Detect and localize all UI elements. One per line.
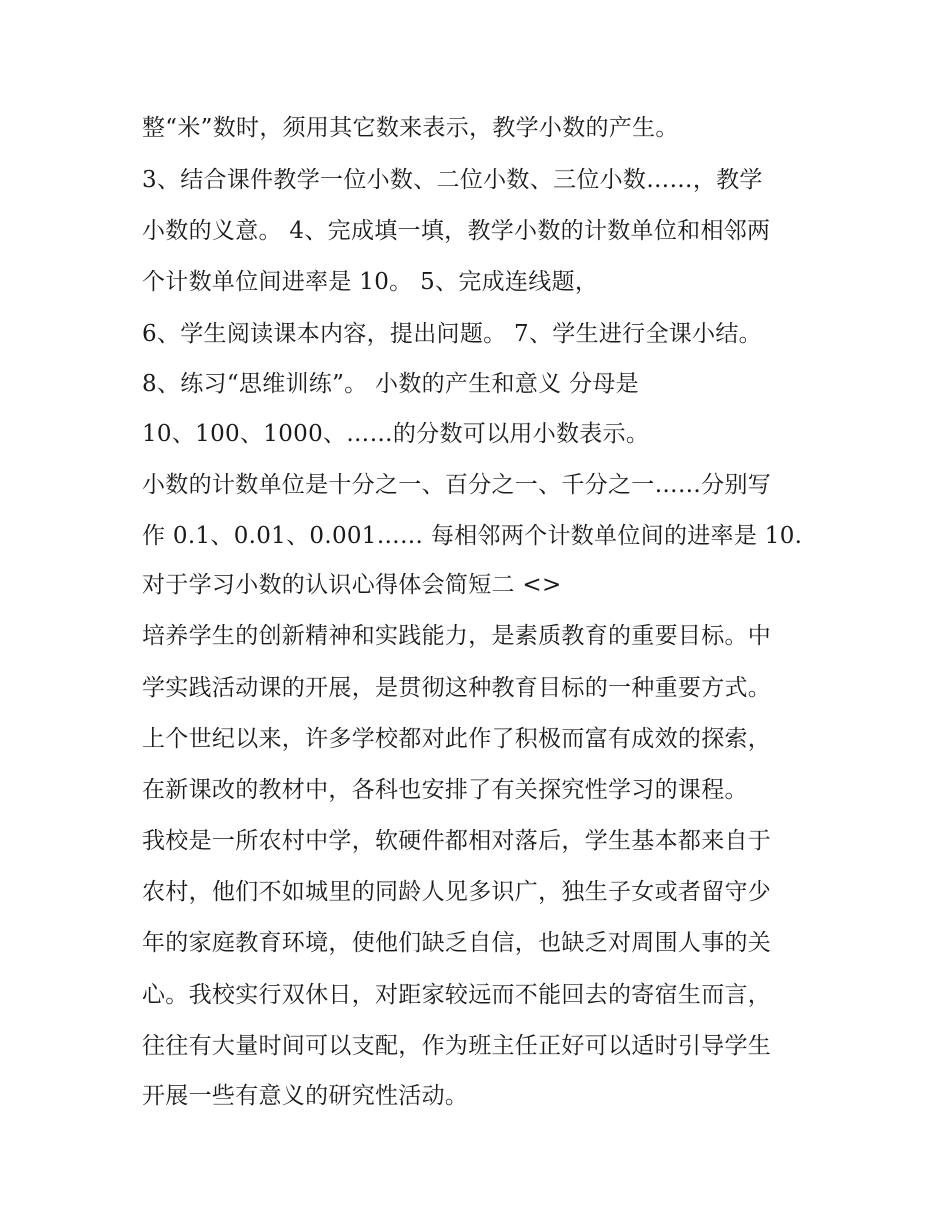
text-line: 上个世纪以来，许多学校都对此作了积极而富有成效的探索， (142, 726, 772, 752)
text-line: 3、结合课件教学一位小数、二位小数、三位小数……，教学 (142, 167, 763, 193)
text-line: 10、100、1000、……的分数可以用小数表示。 (142, 421, 650, 447)
text-line: 小数的计数单位是十分之一、百分之一、千分之一……分别写 (142, 472, 772, 498)
text-line: 农村，他们不如城里的同龄人见多识广，独生子女或者留守少 (142, 879, 772, 905)
text-line: 学实践活动课的开展，是贯彻这种教育目标的一种重要方式。 (142, 675, 772, 701)
text-line: 小数的义意。 4、完成填一填，教学小数的计数单位和相邻两 (142, 218, 771, 244)
text-line: 在新课改的教材中，各科也安排了有关探究性学习的课程。 (142, 777, 748, 803)
text-line: 整“米”数时，须用其它数来表示，教学小数的产生。 (142, 115, 679, 141)
text-line: 年的家庭教育环境，使他们缺乏自信，也缺乏对周围人事的关 (142, 930, 772, 956)
text-line: 6、学生阅读课本内容，提出问题。 7、学生进行全课小结。 (142, 321, 762, 347)
text-line: 心。我校实行双休日，对距家较远而不能回去的寄宿生而言， (142, 982, 772, 1008)
section-heading: 对于学习小数的认识心得体会简短二 <> (142, 572, 562, 598)
text-line: 培养学生的创新精神和实践能力，是素质教育的重要目标。中 (142, 623, 772, 649)
text-line: 8、练习“思维训练”。 小数的产生和意义 分母是 (142, 371, 639, 397)
text-line: 作 0.1、0.01、0.001…… 每相邻两个计数单位间的进率是 10. (142, 523, 803, 549)
text-line: 个计数单位间进率是 10。 5、完成连线题， (142, 269, 599, 295)
text-line: 开展一些有意义的研究性活动。 (142, 1083, 469, 1109)
text-line: 我校是一所农村中学，软硬件都相对落后，学生基本都来自于 (142, 828, 772, 854)
text-line: 往往有大量时间可以支配，作为班主任正好可以适时引导学生 (142, 1033, 772, 1059)
